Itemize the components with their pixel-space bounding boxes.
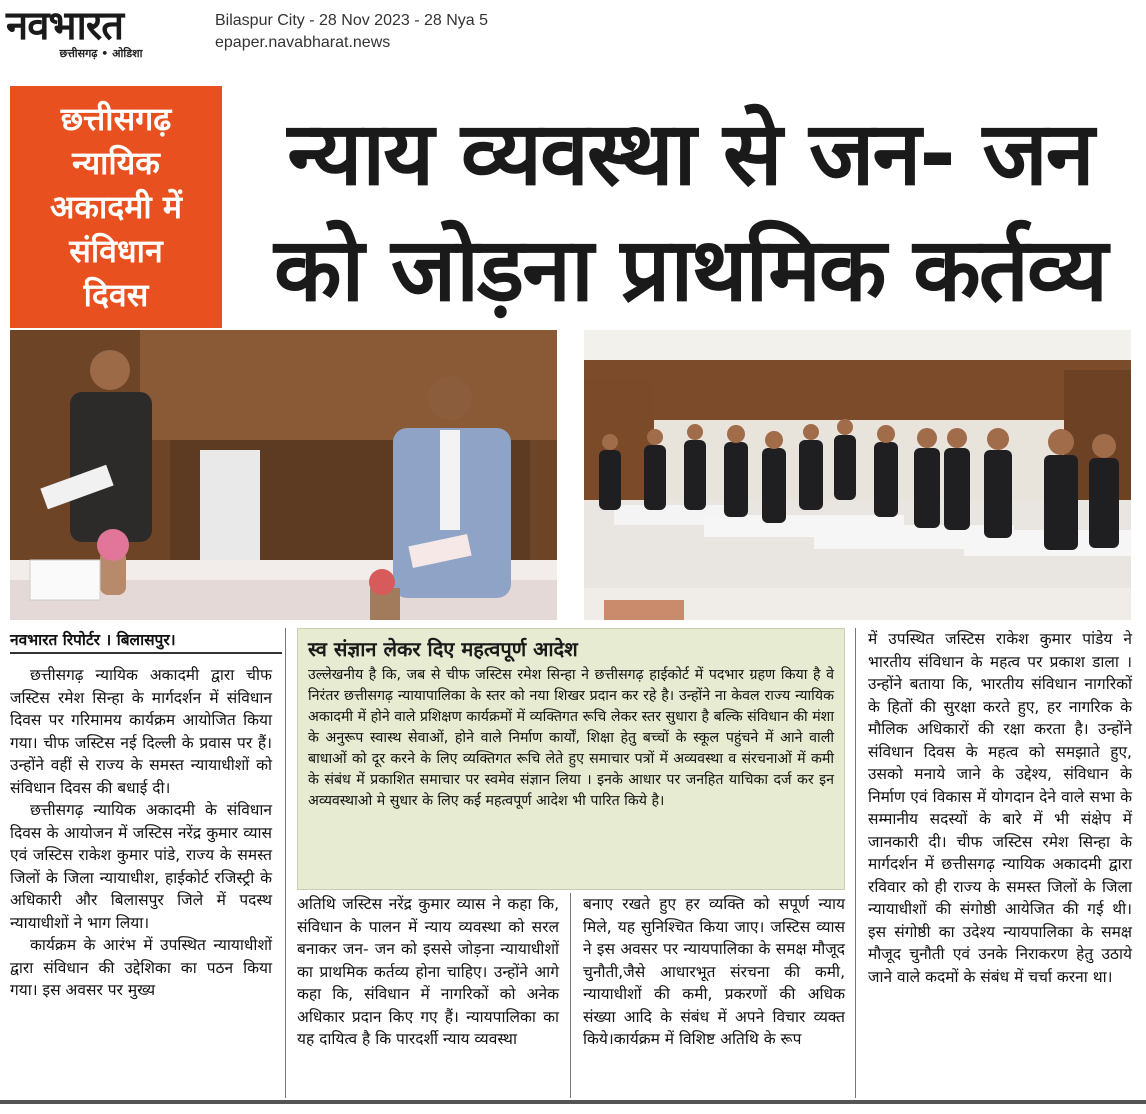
logo-text: नवभारत xyxy=(6,3,124,49)
column-3 xyxy=(583,893,845,1051)
column-divider xyxy=(285,628,286,1098)
paragraph: छत्तीसगढ़ न्यायिक अकादमी द्वारा चीफ जस्टिस रमेश सिन्हा के मार्गदर्शन में संविधान दिवस पर गरिमामय कार्यक्रम आयोजित किया गया। चीफ जस्टिस नई दिल्ली के प्रवास पर हैं। उन्होंने वहीं से राज्य के समस्त न्यायाधीशों को संविधान दिवस की बधाई दी। xyxy=(10,666,272,797)
kicker-line: छत्तीसगढ़ xyxy=(60,100,172,138)
kicker-box xyxy=(10,86,222,328)
edition-info xyxy=(215,10,488,54)
photo-podium xyxy=(10,330,557,620)
byline-rule xyxy=(10,652,282,654)
logo-subtitle: छत्तीसगढ़ • ओडिशा xyxy=(59,47,143,60)
byline: नवभारत रिपोर्टर । बिलासपुर। xyxy=(10,631,176,649)
photo-hall-illustration xyxy=(584,330,1131,620)
paragraph: कार्यक्रम के आरंभ में उपस्थित न्यायाधीशों द्वारा संविधान की उद्देशिका का पठन किया गया। इस अवसर पर मुख्य xyxy=(10,936,272,999)
column-divider xyxy=(855,628,856,1098)
page-bottom-rule xyxy=(0,1100,1146,1104)
kicker-line: संविधान xyxy=(69,232,163,270)
paragraph: अतिथि जस्टिस नरेंद्र कुमार व्यास ने कहा कि, संविधान के पालन में न्याय व्यवस्था को सरल बनाकर जन- जन को इससे जोड़ना न्यायाधीशों का प्राथमिक कर्तव्य होना चाहिए। उन्होंने आगे कहा कि, संविधान में नागरिकों को अनेक अधिकार प्रदान किए गए हैं। न्यायपालिका का यह दायित्व है कि पारदर्शी न्याय व्यवस्था xyxy=(297,895,559,1048)
box-title: स्व संज्ञान लेकर दिए महत्वपूर्ण आदेश xyxy=(308,637,578,661)
column-divider xyxy=(570,893,571,1098)
sidebar-box xyxy=(297,628,845,890)
masthead xyxy=(0,0,1146,72)
headline-line-1: न्याय व्यवस्था से जन- जन xyxy=(287,102,1093,205)
column-2 xyxy=(297,893,559,1051)
paragraph: छत्तीसगढ़ न्यायिक अकादमी के संविधान दिवस के आयोजन में जस्टिस नरेंद्र कुमार व्यास एवं जस्टिस राकेश कुमार पांडे, राज्य के समस्त जिलों के जिला न्यायाधीश, हाईकोर्ट रजिस्ट्री के अधिकारी और बिलासपुर जिले में पदस्थ न्यायाधीशों ने भाग लिया। xyxy=(10,801,272,932)
kicker-line: अकादमी में xyxy=(49,188,182,226)
headline-line-2: को जोड़ना प्राथमिक कर्तव्य xyxy=(273,218,1107,321)
box-text: उल्लेखनीय है कि, जब से चीफ जस्टिस रमेश सिन्हा ने छत्तीसगढ़ हाईकोर्ट में पदभार ग्रहण किया है वे निरंतर छत्तीसगढ़ न्यायापालिका के स्तर को नया शिखर प्रदान कर रहे है। उन्होंने ना केवल राज्य न्यायिक अकादमी में होने वाले प्रशिक्षण कार्यक्रमों में व्यक्तिगत रूचि लेकर स्तर सुधारा है बल्कि संविधान की मंशा के अनुरूप स्वास्थ सेवाओं, होने वाले निर्माण कार्यों, शिक्षा हेतु बच्चों के स्कूल पहुंचने में आने वाली बाधाओं को दूर करने के लिए व्यक्तिगत रूचि लेते हुए समाचार पत्रों में अव्यवस्था व संरचनाओं में कमी के संबंध में प्रकाशित समाचार पर स्वमेव संज्ञान लिया । इनके आधार पर जनहित याचिका दर्ज कर इन अव्यवस्थाओ मे सुधार के लिए कई महत्वपूर्ण आदेश भी पारित किये है। xyxy=(308,667,835,809)
headline xyxy=(240,96,1140,328)
edition-line: Bilaspur City - 28 Nov 2023 - 28 Nya 5 xyxy=(215,12,489,29)
photo-podium-illustration xyxy=(10,330,557,620)
kicker-line: दिवस xyxy=(83,276,149,314)
paragraph: में उपस्थित जस्टिस राकेश कुमार पांडेय ने भारतीय संविधान के महत्व पर प्रकाश डाला । उन्होंने बताया कि, भारतीय संविधान नागरिकों के हितों की सुरक्षा करते हुए, हर नागरिक के मौलिक अधिकारों की रक्षा करता है। उन्होंने संविधान दिवस के महत्व को समझाते हुए, उसको मनाये जाने के उद्देश्य, संविधान के निर्माण एवं विकास में योगदान देने वाले सभा के सम्मानीय सदस्यों के बारे में भी संक्षेप में जानकारी दी। चीफ जस्टिस रमेश सिन्हा के मार्गदर्शन में छत्तीसगढ़ न्यायिक अकादमी द्वारा रविवार को ही राज्य के समस्त जिलों के जिला न्यायाधीशों की संगोष्ठी आयेजित की गई थी। इस संगोष्ठी का उदेश्य न्यायपालिका के समक्ष मौजूद चुनौती एवं उनके निराकरण हेतु उठाये जाने वाले कदमों के संबंध में चर्चा करना था। xyxy=(868,630,1132,986)
epaper-url[interactable]: epaper.navabharat.news xyxy=(215,34,391,51)
photo-hall xyxy=(584,330,1131,620)
column-1 xyxy=(10,664,272,1002)
column-4 xyxy=(868,628,1132,988)
kicker-line: न्यायिक xyxy=(72,144,160,182)
paragraph: बनाए रखते हुए हर व्यक्ति को सपूर्ण न्याय मिले, यह सुनिश्चित किया जाए। जस्टिस व्यास ने इस अवसर पर न्यायपालिका के समक्ष मौजूद चुनौती,जैसे आधारभूत संरचना की कमी, न्यायाधीशों की कमी, प्रकरणों की अधिक संख्या आदि के संबंध में अपने विचार व्यक्त किये।कार्यक्रम में विशिष्ट अतिथि के रूप xyxy=(583,895,845,1048)
newspaper-logo xyxy=(6,4,196,66)
